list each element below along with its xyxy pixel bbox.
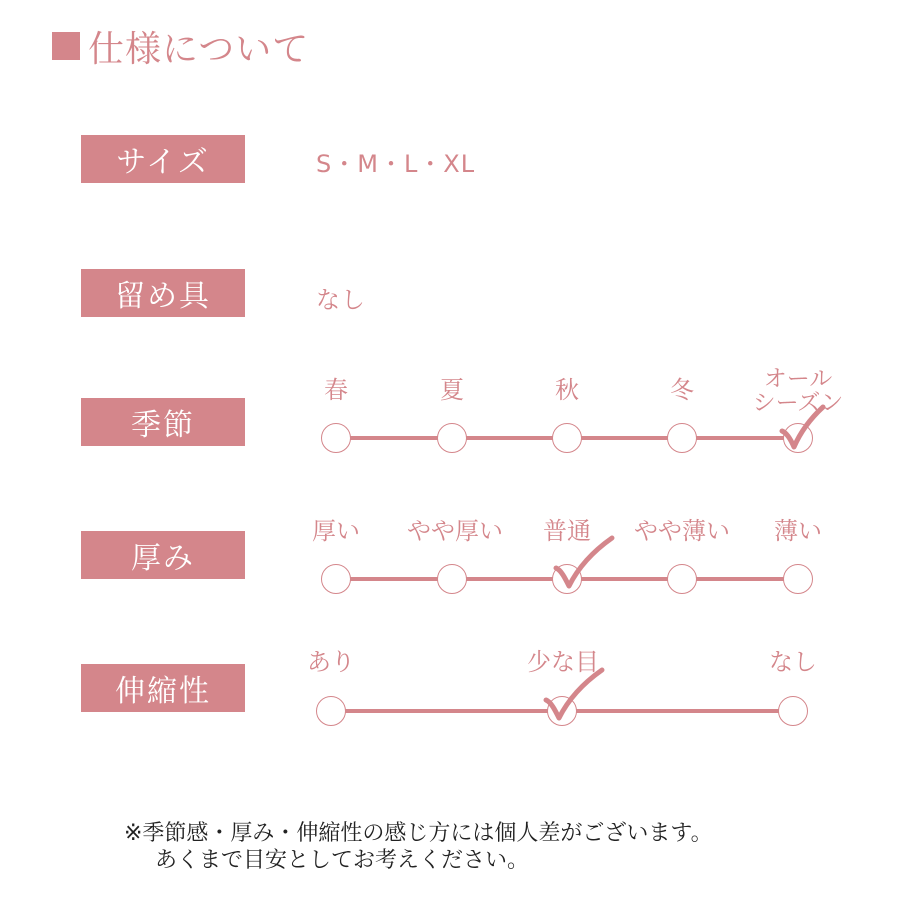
thickness-option: 厚い xyxy=(312,517,360,545)
thickness-dot xyxy=(321,564,351,594)
season-option: 春 xyxy=(324,376,348,404)
thickness-option: 薄い xyxy=(774,517,822,545)
season-option: 秋 xyxy=(555,376,579,404)
thickness-dot xyxy=(437,564,467,594)
disclaimer-line: あくまで目安としてお考えください。 xyxy=(155,848,530,873)
season-dot xyxy=(552,423,582,453)
season-option: 冬 xyxy=(670,376,694,404)
season-dot xyxy=(321,423,351,453)
stretch-label: 伸縮性 xyxy=(81,664,245,712)
thickness-dot xyxy=(667,564,697,594)
season-dot xyxy=(437,423,467,453)
fastener-label: 留め具 xyxy=(81,269,245,317)
thickness-label: 厚み xyxy=(81,531,245,579)
stretch-dot xyxy=(547,696,577,726)
stretch-check-icon xyxy=(540,666,606,726)
season-option: オール シーズン xyxy=(752,366,844,416)
section-header xyxy=(52,22,309,70)
stretch-option: なし xyxy=(769,648,817,676)
stretch-option: あり xyxy=(307,648,355,676)
thickness-dot xyxy=(783,564,813,594)
thickness-option: やや薄い xyxy=(634,517,730,545)
thickness-dot xyxy=(552,564,582,594)
size-value: S・M・L・XL xyxy=(316,150,476,178)
thickness-track xyxy=(336,577,798,581)
stretch-track xyxy=(331,709,793,713)
header-square-icon xyxy=(52,32,80,60)
season-dot xyxy=(783,423,813,453)
page-title: 仕様について xyxy=(88,28,310,70)
season-track xyxy=(336,436,798,440)
disclaimer-note xyxy=(124,820,713,874)
size-label: サイズ xyxy=(81,135,245,183)
thickness-option: 普通 xyxy=(543,517,591,545)
thickness-check-icon xyxy=(550,534,616,594)
thickness-option: やや厚い xyxy=(407,517,503,545)
season-check-icon xyxy=(778,403,826,455)
season-dot xyxy=(667,423,697,453)
season-label: 季節 xyxy=(81,398,245,446)
stretch-dot xyxy=(316,696,346,726)
stretch-option: 少な目 xyxy=(527,648,599,676)
stretch-dot xyxy=(778,696,808,726)
disclaimer-line: ※季節感・厚み・伸縮性の感じ方には個人差がございます。 xyxy=(124,821,713,846)
season-option: 夏 xyxy=(440,376,464,404)
fastener-value: なし xyxy=(316,286,366,314)
